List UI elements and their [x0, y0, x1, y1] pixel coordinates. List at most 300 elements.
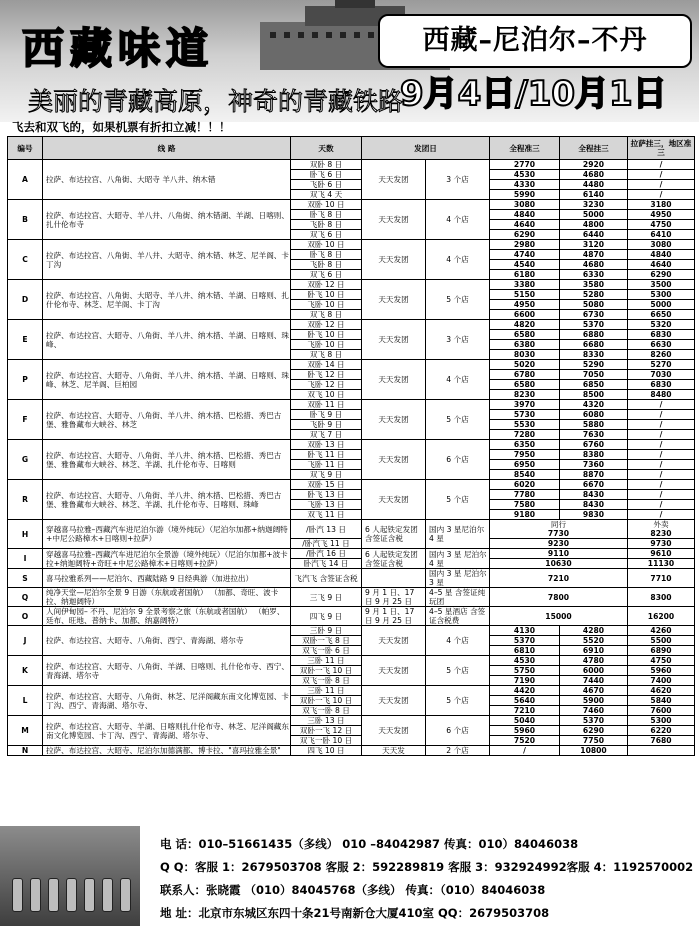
contact-phone: 电 话：010–51661435（多线） 010 –84042987 传真：010）84046038: [160, 837, 579, 851]
price-lhasa: /: [628, 470, 695, 480]
route-description: 拉萨、布达拉宫、大昭寺、八角街、羊八井、纳木措、巴松措、秀巴古堡、雅鲁藏布大峡谷、林芝、羊湖、扎什伦布寺、日喀则、珠峰: [43, 480, 291, 520]
price-standard: 3080: [490, 200, 560, 210]
duration: 飞卧 10 日: [291, 340, 362, 350]
price-lhasa: 4750: [628, 220, 695, 230]
duration: 双卧 12 日: [291, 280, 362, 290]
price-standard: 5640: [490, 696, 560, 706]
price-standard: 6580: [490, 380, 560, 390]
price-lhasa: /: [628, 170, 695, 180]
route-description: 拉萨、布达拉宫、大昭寺、八角街、羊八井、纳木措、巴松措、秀巴古堡、雅鲁藏布大峡谷、林芝: [43, 400, 291, 440]
departure-schedule: 天天发团: [362, 686, 426, 716]
price-lhasa: /: [628, 410, 695, 420]
shop-count: 3 个店: [426, 320, 490, 360]
price-standard: 6290: [490, 230, 560, 240]
route-code: F: [8, 400, 43, 440]
route-description: 拉萨、布达拉宫、八角街、羊八井、大昭寺、纳木错、林芝、尼羊阁、卡丁沟: [43, 240, 291, 280]
price-3star: 6670: [560, 480, 628, 490]
price-3star: 5290: [560, 360, 628, 370]
price-outside: 7710: [628, 569, 695, 588]
table-row: [8, 549, 695, 559]
price-3star: 6850: [560, 380, 628, 390]
price-lhasa: 6410: [628, 230, 695, 240]
price-standard: 2770: [490, 160, 560, 170]
header-banner: [0, 0, 699, 122]
price-lhasa: 6650: [628, 310, 695, 320]
price-table: [7, 136, 695, 756]
price-lhasa: 5300: [628, 716, 695, 726]
price-standard: 4540: [490, 260, 560, 270]
price-3star: 5080: [560, 300, 628, 310]
price-3star: 4680: [560, 170, 628, 180]
duration: 卧飞 8 日: [291, 210, 362, 220]
shop-count: 6 个店: [426, 716, 490, 746]
duration: 双卧一飞 10 日: [291, 696, 362, 706]
departure-schedule: 天天发团: [362, 440, 426, 480]
price-lhasa: 6890: [628, 646, 695, 656]
departure-schedule: 天天发团: [362, 480, 426, 520]
price-lhasa: /: [628, 500, 695, 510]
price-lhasa: /: [628, 490, 695, 500]
price-standard: 5530: [490, 420, 560, 430]
route-description: 穿越喜马拉雅–西藏汽车进尼泊尔游（境外纯玩）（尼泊尔加都+纳迦阔特+中尼公路樟木+日喀则+拉萨）: [43, 520, 291, 549]
departure-schedule: 天天发团: [362, 716, 426, 746]
price-lhasa: 4620: [628, 686, 695, 696]
price-lhasa: 6830: [628, 380, 695, 390]
route-description: 纯净天堂—尼泊尔全景 9 日游（东航或者国航） （加都、奇旺、波卡拉、纳迦阔特）: [43, 588, 291, 607]
route-code: C: [8, 240, 43, 280]
duration: 三飞 9 日: [291, 588, 362, 607]
promo-notice: 飞去和双飞的，如果机票有折扣立减！！！: [12, 120, 231, 134]
price-peer: 7730: [547, 529, 570, 538]
duration: 双飞一卧 6 日: [291, 646, 362, 656]
price-3star: 6290: [560, 726, 628, 736]
table-row: [8, 200, 695, 210]
price-3star: 6730: [560, 310, 628, 320]
price-3star: 7360: [560, 460, 628, 470]
price-3star: 9830: [560, 510, 628, 520]
price-3star: 3120: [560, 240, 628, 250]
price-outside: 9730: [628, 539, 695, 549]
duration: 双卧 15 日: [291, 480, 362, 490]
duration: 三卧 11 日: [291, 686, 362, 696]
shop-count: 5 个店: [426, 480, 490, 520]
price-lhasa: 7030: [628, 370, 695, 380]
price-standard: 6350: [490, 440, 560, 450]
price-lhasa: /: [628, 450, 695, 460]
duration: 卧飞 13 日: [291, 490, 362, 500]
price-lhasa: 4950: [628, 210, 695, 220]
price-standard: 4640: [490, 220, 560, 230]
price-3star: 10800: [560, 746, 628, 756]
price-3star: 6760: [560, 440, 628, 450]
duration: 卧飞 12 日: [291, 370, 362, 380]
route-description: 拉萨、布达拉宫、大昭寺、八角街、羊八井、纳木措、巴松措、秀巴古堡、雅鲁藏布大峡谷、林芝、羊湖、扎什伦布寺、日喀则: [43, 440, 291, 480]
price-3star: 7440: [560, 676, 628, 686]
brand-title: 西藏味道: [22, 24, 215, 73]
header-price-3star: 全程挂三: [560, 137, 628, 160]
price-3star: 5900: [560, 696, 628, 706]
price-3star: 4320: [560, 400, 628, 410]
price-3star: 6000: [560, 666, 628, 676]
price-standard: 4840: [490, 210, 560, 220]
price-lhasa: 8480: [628, 390, 695, 400]
duration: 飞卧 6 日: [291, 180, 362, 190]
price-lhasa: 7400: [628, 676, 695, 686]
price-3star: 7050: [560, 370, 628, 380]
price-outside: 9610: [628, 549, 695, 559]
table-row: [8, 569, 695, 588]
table-row: [8, 520, 695, 539]
hotel-standard: 国内 3 星 尼泊尔 3 星: [426, 569, 490, 588]
price-standard: 5370: [490, 636, 560, 646]
departure-schedule: 天天发团: [362, 656, 426, 686]
departure-schedule: 天天发团: [362, 280, 426, 320]
price-standard: 7210: [490, 706, 560, 716]
peer-price-group: [490, 520, 628, 539]
price-3star: 4480: [560, 180, 628, 190]
shop-count: 4 个店: [426, 200, 490, 240]
price-lhasa: 5500: [628, 636, 695, 646]
departure-schedule: 天天发团: [362, 626, 426, 656]
price-standard: 8540: [490, 470, 560, 480]
price-3star: 7630: [560, 430, 628, 440]
route-code: A: [8, 160, 43, 200]
route-code: M: [8, 716, 43, 746]
header-price-lhasa: 拉萨挂三，地区准三: [628, 137, 695, 160]
duration: 双飞 7 日: [291, 430, 362, 440]
price-standard: 4420: [490, 686, 560, 696]
price-3star: 5520: [560, 636, 628, 646]
price-lhasa: 7600: [628, 706, 695, 716]
price-standard: 4740: [490, 250, 560, 260]
departure-schedule: 9 月 1 日、17 日 9 月 25 日: [362, 588, 426, 607]
route-code: D: [8, 280, 43, 320]
duration: 卧飞 8 日: [291, 250, 362, 260]
price-standard: 2980: [490, 240, 560, 250]
route-description: 人间伊甸园– 不丹、尼泊尔 9 全景考察之旅（东航或者国航） （帕罗、廷布、旺地、普纳卡、加都、纳嘉阔特）: [43, 607, 291, 626]
price-standard: 6180: [490, 270, 560, 280]
price-3star: 5280: [560, 290, 628, 300]
shop-count: 4 个店: [426, 240, 490, 280]
price-standard: 7280: [490, 430, 560, 440]
header-route: 线 路: [43, 137, 291, 160]
price-3star: 2920: [560, 160, 628, 170]
route-description: 拉萨、布达拉宫、大昭寺、八角街、林芝、尼洋阁藏东南文化博览园、卡丁沟、西宁、青海湖、塔尔寺、: [43, 686, 291, 716]
route-badge: 西藏–尼泊尔–不丹: [378, 14, 692, 68]
duration: 卧飞 9 日: [291, 410, 362, 420]
duration: 双飞 4 天: [291, 190, 362, 200]
price-standard: /: [490, 746, 560, 756]
route-description: 喜马拉雅系列——尼泊尔、西藏陆路 9 日经典游（加进拉出）: [43, 569, 291, 588]
price-lhasa: 8260: [628, 350, 695, 360]
price-lhasa: /: [628, 460, 695, 470]
price-3star: 6880: [560, 330, 628, 340]
route-code: K: [8, 656, 43, 686]
route-description: 拉萨、布达拉宫、大昭寺、八角街、羊八井、纳木措、羊湖、日喀则、珠峰、林芝、尼羊阁、巨柏园: [43, 360, 291, 400]
duration: 飞汽飞 含签证含税: [291, 569, 362, 588]
route-code: J: [8, 626, 43, 656]
price-3star: 3580: [560, 280, 628, 290]
departure-schedule: 天天发团: [362, 160, 426, 200]
price-lhasa: 5320: [628, 320, 695, 330]
shop-count: 5 个店: [426, 686, 490, 716]
outside-price-cell: [628, 520, 695, 539]
price-3star: 7750: [560, 736, 628, 746]
duration: 双卧一飞 10 日: [291, 666, 362, 676]
duration: 四飞 9 日: [291, 607, 362, 626]
route-code: E: [8, 320, 43, 360]
duration: 卧汽飞 14 日: [291, 559, 362, 569]
duration: 飞卧 11 日: [291, 460, 362, 470]
price-peer: 9230: [490, 539, 628, 549]
price-3star: 8330: [560, 350, 628, 360]
shop-count: 5 个店: [426, 656, 490, 686]
duration: /卧汽 16 日: [291, 549, 362, 559]
duration: 卧飞 10 日: [291, 330, 362, 340]
price-3star: 6140: [560, 190, 628, 200]
price-3star: 4280: [560, 626, 628, 636]
duration: /卧汽 13 日: [291, 520, 362, 539]
price-standard: 8230: [490, 390, 560, 400]
price-3star: 4680: [560, 260, 628, 270]
price-standard: 4820: [490, 320, 560, 330]
price-3star: 7460: [560, 706, 628, 716]
price-standard: 6600: [490, 310, 560, 320]
table-row: [8, 716, 695, 726]
price-standard: 7580: [490, 500, 560, 510]
price-standard: 5040: [490, 716, 560, 726]
price-3star: 5000: [560, 210, 628, 220]
price-lhasa: 4750: [628, 656, 695, 666]
price-3star: 4800: [560, 220, 628, 230]
duration: 双飞 8 日: [291, 310, 362, 320]
table-header-row: [8, 137, 695, 160]
departure-schedule: 6 人起铁定发团 含签证含税: [362, 520, 426, 549]
duration: 双卧 10 日: [291, 200, 362, 210]
price-outside: 8300: [628, 588, 695, 607]
price-standard: 4530: [490, 170, 560, 180]
duration: 飞卧 10 日: [291, 300, 362, 310]
price-3star: 8380: [560, 450, 628, 460]
shop-count: 4 个店: [426, 360, 490, 400]
table-row: [8, 588, 695, 607]
duration: /卧汽飞 11 日: [291, 539, 362, 549]
price-lhasa: 7680: [628, 736, 695, 746]
shop-count: 2 个店: [426, 746, 490, 756]
price-lhasa: /: [628, 480, 695, 490]
duration: 卧飞 10 日: [291, 290, 362, 300]
price-standard: 3970: [490, 400, 560, 410]
route-description: 拉萨、布达拉宫、大昭寺、羊八井、八角街、纳木错湖、羊湖、日喀则、扎什伦布寺: [43, 200, 291, 240]
duration: 卧飞 11 日: [291, 450, 362, 460]
route-code: O: [8, 607, 43, 626]
price-lhasa: /: [628, 180, 695, 190]
shop-count: 5 个店: [426, 400, 490, 440]
route-code: B: [8, 200, 43, 240]
price-lhasa: 3500: [628, 280, 695, 290]
duration: 双卧 10 日: [291, 240, 362, 250]
duration: 双卧 8 日: [291, 160, 362, 170]
price-standard: 4330: [490, 180, 560, 190]
price-standard: 5990: [490, 190, 560, 200]
route-code: Q: [8, 588, 43, 607]
table-row: [8, 686, 695, 696]
header-code: 编号: [8, 137, 43, 160]
price-standard: 5960: [490, 726, 560, 736]
duration: 双飞 9 日: [291, 470, 362, 480]
shop-count: 6 个店: [426, 440, 490, 480]
route-code: R: [8, 480, 43, 520]
price-peer: 7800: [490, 588, 628, 607]
departure-schedule: 天天发团: [362, 360, 426, 400]
price-lhasa: 5960: [628, 666, 695, 676]
departure-schedule: 6 人起铁定发团 含签证含税: [362, 549, 426, 569]
route-description: 拉萨、布达拉宫、大昭寺、尼泊尔加德满都、博卡拉、"喜玛拉雅全景": [43, 746, 291, 756]
price-3star: 6680: [560, 340, 628, 350]
departure-schedule: [362, 569, 426, 588]
header-days: 天数: [291, 137, 362, 160]
route-code: L: [8, 686, 43, 716]
table-body: [8, 160, 695, 756]
price-standard: 5150: [490, 290, 560, 300]
duration: 飞卧 9 日: [291, 420, 362, 430]
hotel-standard: 4–5 星酒店 含签证含税费: [426, 607, 490, 626]
duration: 三卧 9 日: [291, 626, 362, 636]
price-peer: 7210: [490, 569, 628, 588]
hotel-standard: 国内 3 星 尼泊尔 4 星: [426, 549, 490, 569]
price-lhasa: /: [628, 400, 695, 410]
price-lhasa: 4840: [628, 250, 695, 260]
shop-count: 5 个店: [426, 280, 490, 320]
price-standard: 6580: [490, 330, 560, 340]
route-code: G: [8, 440, 43, 480]
price-3star: 8430: [560, 490, 628, 500]
duration: 三卧 11 日: [291, 656, 362, 666]
duration: 双飞 10 日: [291, 390, 362, 400]
price-lhasa: 6220: [628, 726, 695, 736]
duration: 四飞 10 日: [291, 746, 362, 756]
shop-count: 4 个店: [426, 626, 490, 656]
price-lhasa: 4260: [628, 626, 695, 636]
header-price-standard: 全程准三: [490, 137, 560, 160]
price-standard: 7190: [490, 676, 560, 686]
price-standard: 5730: [490, 410, 560, 420]
contact-address: 地 址：北京市东城区东四十条21号南新仓大厦410室 QQ：2679503708: [160, 906, 550, 920]
duration: 卧飞 6 日: [291, 170, 362, 180]
price-standard: 6810: [490, 646, 560, 656]
contact-person: 联系人：张晓霞 （010）84045768（多线） 传真：（010）84046038: [160, 883, 546, 897]
slogan: 美丽的青藏高原，神奇的青藏铁路: [28, 87, 404, 116]
price-standard: 4950: [490, 300, 560, 310]
price-standard: 6380: [490, 340, 560, 350]
duration: 双飞 8 日: [291, 350, 362, 360]
price-outside: 16200: [628, 607, 695, 626]
departure-schedule: 天天发团: [362, 400, 426, 440]
price-3star: 4780: [560, 656, 628, 666]
hotel-standard: 国内 3 星尼泊尔 4 星: [426, 520, 490, 549]
price-standard: 7950: [490, 450, 560, 460]
price-lhasa: 4640: [628, 260, 695, 270]
price-standard: 6950: [490, 460, 560, 470]
price-3star: 6330: [560, 270, 628, 280]
route-code: N: [8, 746, 43, 756]
price-standard: 3380: [490, 280, 560, 290]
shop-count: 3 个店: [426, 160, 490, 200]
table-row: [8, 626, 695, 636]
departure-schedule: 天天发团: [362, 320, 426, 360]
table-row: [8, 656, 695, 666]
price-lhasa: 6630: [628, 340, 695, 350]
price-lhasa: /: [628, 430, 695, 440]
table-row: [8, 160, 695, 170]
price-standard: 6780: [490, 370, 560, 380]
table-row: [8, 400, 695, 410]
price-3star: 4870: [560, 250, 628, 260]
contact-footer: [0, 826, 699, 926]
duration: 双飞 11 日: [291, 510, 362, 520]
price-3star: 5880: [560, 420, 628, 430]
route-description: 拉萨、布达拉宫、八角街、大昭寺 羊八井、纳木错: [43, 160, 291, 200]
table-row: [8, 280, 695, 290]
price-3star: 6440: [560, 230, 628, 240]
departure-dates: 9月4日/10月1日: [400, 74, 667, 114]
duration: 双卧 13 日: [291, 440, 362, 450]
price-3star: 4670: [560, 686, 628, 696]
route-description: 穿越喜马拉雅–西藏汽车进尼泊尔全景游（境外纯玩）（尼泊尔加都+波卡拉+纳迦阔特+奇旺+中尼公路樟木+日喀则+拉萨）: [43, 549, 291, 569]
hotel-standard: 4–5 星 含签证纯玩团: [426, 588, 490, 607]
price-standard: 6020: [490, 480, 560, 490]
route-description: 拉萨、布达拉宫、大昭寺、八角街、羊湖、日喀则、扎什伦布寺、西宁、青海湖、塔尔寺: [43, 656, 291, 686]
duration: 双飞一卧 8 日: [291, 676, 362, 686]
price-lhasa: 3080: [628, 240, 695, 250]
price-3star: 5370: [560, 716, 628, 726]
price-outside: 11130: [628, 559, 695, 569]
price-peer: 15000: [490, 607, 628, 626]
duration: 双飞 6 日: [291, 270, 362, 280]
price-3star: 6910: [560, 646, 628, 656]
outside-price-label: 外卖: [653, 520, 669, 529]
price-standard: 7780: [490, 490, 560, 500]
duration: 双卧 12 日: [291, 320, 362, 330]
departure-schedule: 9 月 1 日、17 日 9 月 25 日: [362, 607, 426, 626]
price-3star: 8500: [560, 390, 628, 400]
departure-schedule: 天天发团: [362, 200, 426, 240]
route-description: 拉萨、布达拉宫、大昭寺、羊湖、日喀则扎什伦布寺、林芝、尼洋阁藏东南文化博览园、卡丁沟、西宁、青海湖、塔尔寺、: [43, 716, 291, 746]
table-row: [8, 320, 695, 330]
price-lhasa: 5270: [628, 360, 695, 370]
price-lhasa: /: [628, 420, 695, 430]
route-description: 拉萨、布达拉宫、大昭寺、八角街、羊八井、纳木措、羊湖、日喀则、珠峰、: [43, 320, 291, 360]
price-peer: 10630: [490, 559, 628, 569]
table-row: [8, 607, 695, 626]
header-departure: 发团日: [362, 137, 490, 160]
contact-qq: Q Q：客服 1：2679503708 客服 2：592289819 客服 3：932924992客服 4：1192570002: [160, 860, 694, 874]
price-lhasa: /: [628, 190, 695, 200]
price-outside: 8230: [650, 529, 672, 538]
prayer-wheels-photo: [0, 826, 140, 926]
duration: 三卧 13 日: [291, 716, 362, 726]
price-3star: 6080: [560, 410, 628, 420]
price-lhasa: 5840: [628, 696, 695, 706]
duration: 双卧 11 日: [291, 400, 362, 410]
duration: 双卧 14 日: [291, 360, 362, 370]
departure-schedule: 天天发: [362, 746, 426, 756]
price-lhasa: /: [628, 440, 695, 450]
duration: 飞卧 12 日: [291, 380, 362, 390]
table-row: [8, 240, 695, 250]
price-peer: 9110: [490, 549, 628, 559]
price-standard: 9180: [490, 510, 560, 520]
